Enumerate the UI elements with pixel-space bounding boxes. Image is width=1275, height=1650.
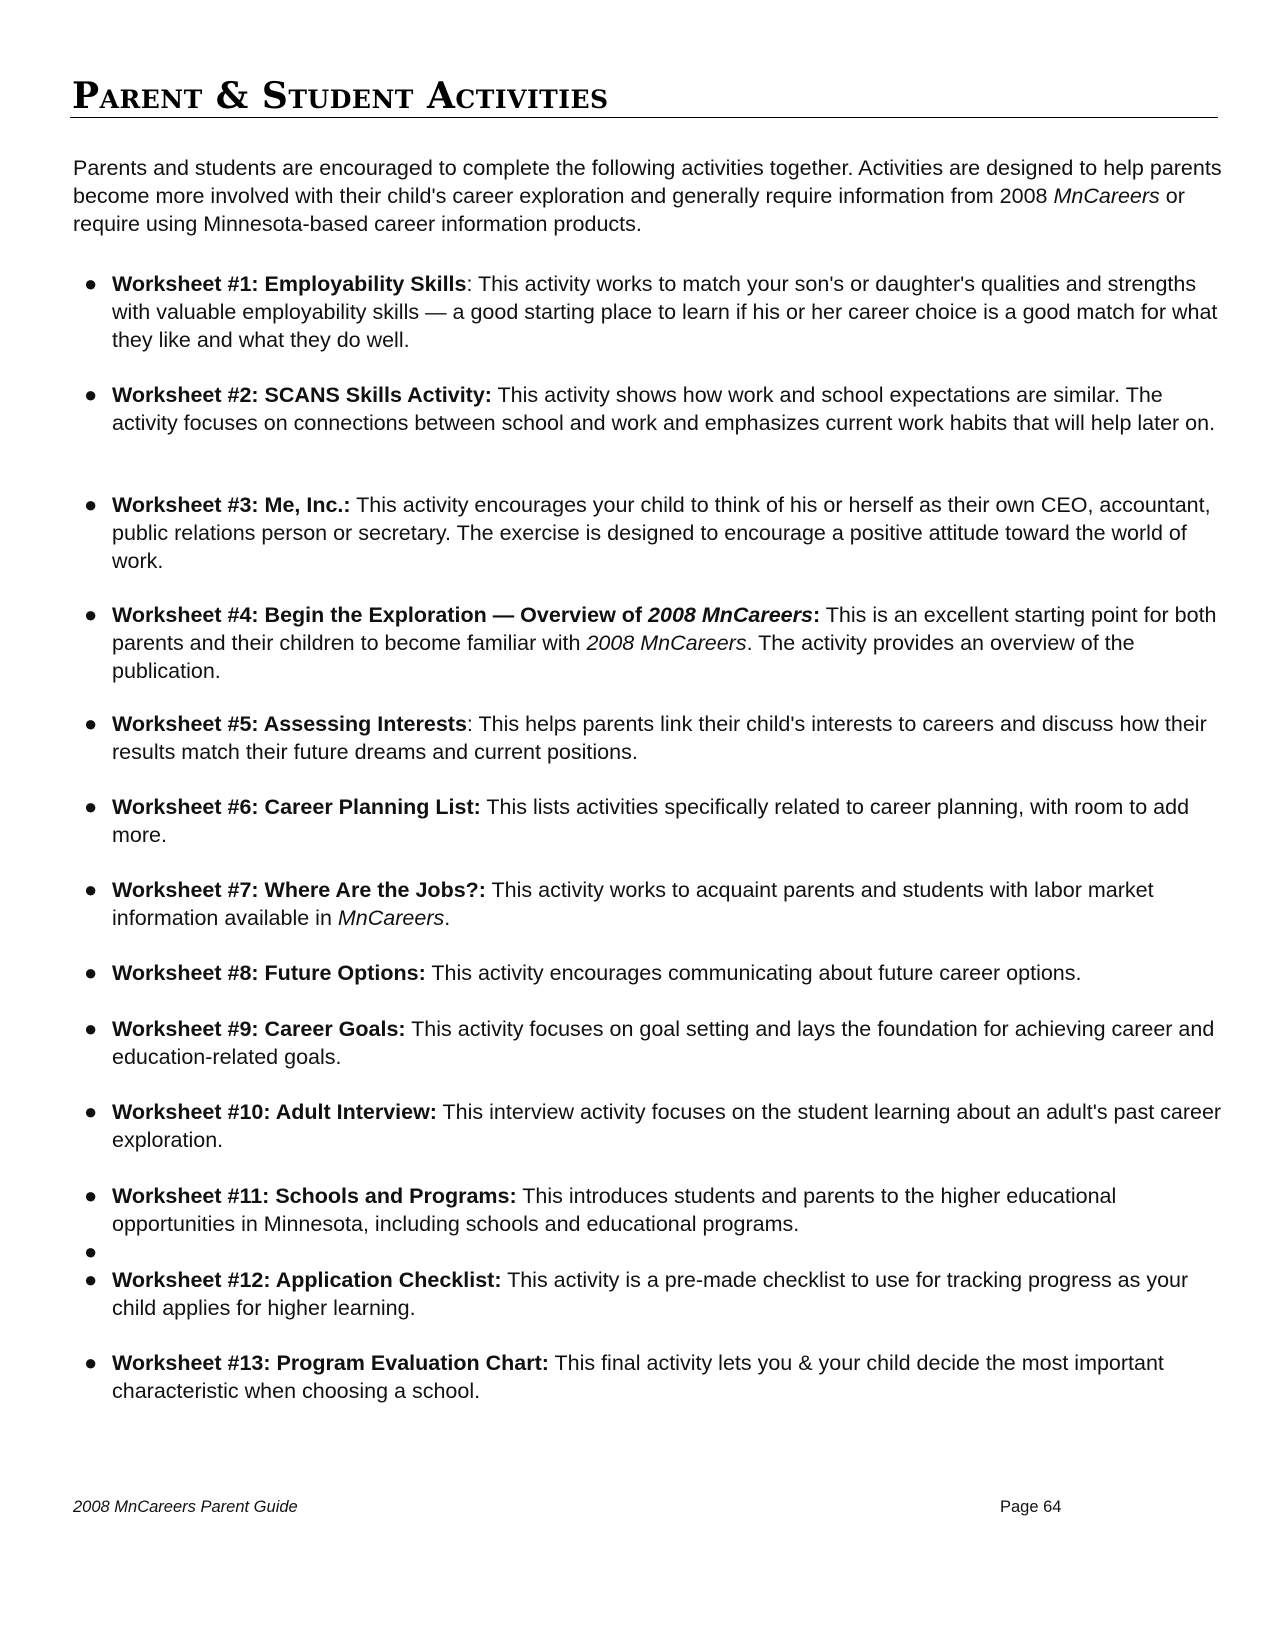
worksheet-label: Worksheet #2: SCANS Skills Activity: <box>112 383 492 407</box>
worksheet-desc: This activity is a pre-made checklist to use for tracking progress as your child applies for higher learning. <box>112 1268 1189 1320</box>
worksheet-desc: This lists activities specifically related to career planning, with room to add more. <box>112 795 1190 847</box>
worksheet-desc: This helps parents link their child's interests to careers and discuss how their results match their future dreams and current positions. <box>112 712 1207 764</box>
worksheet-label: Worksheet #10: Adult Interview: <box>112 1100 437 1124</box>
list-item-text <box>112 876 1222 932</box>
bullet-icon: ● <box>84 794 98 819</box>
footer-publication: 2008 MnCareers Parent Guide <box>73 1498 298 1516</box>
worksheet-label: Worksheet #8: Future Options: <box>112 961 426 985</box>
title-rule <box>70 117 1218 118</box>
bullet-icon: ● <box>84 382 98 407</box>
worksheet-desc-emphasis: 2008 MnCareers <box>586 631 747 655</box>
bullet-icon: ● <box>84 960 98 985</box>
worksheet-desc-emphasis: MnCareers <box>337 906 445 930</box>
bullet-icon: ● <box>84 1016 98 1041</box>
list-item-text <box>112 710 1222 766</box>
worksheet-label: Worksheet #9: Career Goals: <box>112 1017 406 1041</box>
worksheet-label: Worksheet #6: Career Planning List: <box>112 795 481 819</box>
page-title: Parent & Student Activities <box>72 75 609 117</box>
list-item-text <box>112 1015 1222 1071</box>
worksheet-label: Worksheet #4: Begin the Exploration — Overview of <box>112 603 649 627</box>
bullet-icon: ● <box>84 1183 98 1208</box>
intro-text-2: or require using Minnesota-based career information products. <box>73 184 1185 236</box>
bullet-icon: ● <box>84 1099 98 1124</box>
bullet-icon: ● <box>84 271 98 296</box>
list-item-text <box>112 959 1222 987</box>
list-item-text <box>112 381 1222 437</box>
list-item-text <box>112 1098 1222 1154</box>
worksheet-label: Worksheet #1: Employability Skills <box>112 272 467 296</box>
worksheet-desc: This activity encourages communicating about future career options. <box>425 961 1082 985</box>
worksheet-label-tail: : <box>812 603 821 627</box>
list-item-text <box>112 793 1222 849</box>
intro-text-1: Parents and students are encouraged to complete the following activities together. Activities are designed to help parents become more involved with their child's career exploration and generally require information from 2008 <box>73 156 1222 208</box>
worksheet-desc: This activity encourages your child to think of his or herself as their own CEO, accountant, public relations person or secretary. The exercise is designed to encourage a positive attitude toward the world of work. <box>112 493 1211 573</box>
intro-emphasis: MnCareers <box>1053 184 1160 208</box>
worksheet-desc-tail: . <box>444 906 451 930</box>
list-item-text <box>112 1349 1222 1405</box>
list-item-text <box>112 270 1222 354</box>
worksheet-label: Worksheet #11: Schools and Programs: <box>112 1184 517 1208</box>
worksheet-desc: This is an excellent starting point for both parents and their children to become familiar with <box>112 603 1217 655</box>
bullet-icon: ● <box>84 877 98 902</box>
worksheet-desc: This final activity lets you & your child decide the most important characteristic when choosing a school. <box>112 1351 1164 1403</box>
bullet-icon: ● <box>84 711 98 736</box>
list-item-text <box>112 601 1222 685</box>
list-item-text <box>112 1182 1222 1238</box>
worksheet-desc: This activity works to acquaint parents and students with labor market information available in <box>112 878 1154 930</box>
worksheet-label-tail: : <box>466 272 473 296</box>
worksheet-label: Worksheet #13: Program Evaluation Chart: <box>112 1351 549 1375</box>
intro-paragraph <box>73 154 1223 238</box>
worksheet-label-emphasis: 2008 MnCareers <box>648 603 813 627</box>
worksheet-label: Worksheet #3: Me, Inc.: <box>112 493 351 517</box>
worksheet-label: Worksheet #5: Assessing Interests <box>112 712 467 736</box>
bullet-icon: ● <box>84 1350 98 1375</box>
worksheet-desc: This activity focuses on goal setting and lays the foundation for achieving career and education-related goals. <box>112 1017 1215 1069</box>
bullet-icon: ● <box>84 1239 98 1264</box>
list-item-text <box>112 1266 1222 1322</box>
list-item-text <box>112 491 1222 575</box>
bullet-icon: ● <box>84 1267 98 1292</box>
worksheet-label: Worksheet #7: Where Are the Jobs?: <box>112 878 486 902</box>
worksheet-desc-tail: . The activity provides an overview of the publication. <box>112 631 1135 683</box>
bullet-icon: ● <box>84 492 98 517</box>
worksheet-label-tail: : <box>466 712 473 736</box>
worksheet-desc: This activity works to match your son's or daughter's qualities and strengths with valuable employability skills — a good starting place to learn if his or her career choice is a good match for what they like and what they do well. <box>112 272 1218 352</box>
worksheet-desc: This interview activity focuses on the student learning about an adult's past career exploration. <box>112 1100 1222 1152</box>
footer-page-number: Page 64 <box>1000 1498 1062 1516</box>
worksheet-label: Worksheet #12: Application Checklist: <box>112 1268 502 1292</box>
bullet-icon: ● <box>84 602 98 627</box>
worksheet-desc: This activity shows how work and school expectations are similar. The activity focuses on connections between school and work and emphasizes current work habits that will help later on. <box>112 383 1216 435</box>
worksheet-desc: This introduces students and parents to the higher educational opportunities in Minnesota, including schools and educational programs. <box>112 1184 1117 1236</box>
